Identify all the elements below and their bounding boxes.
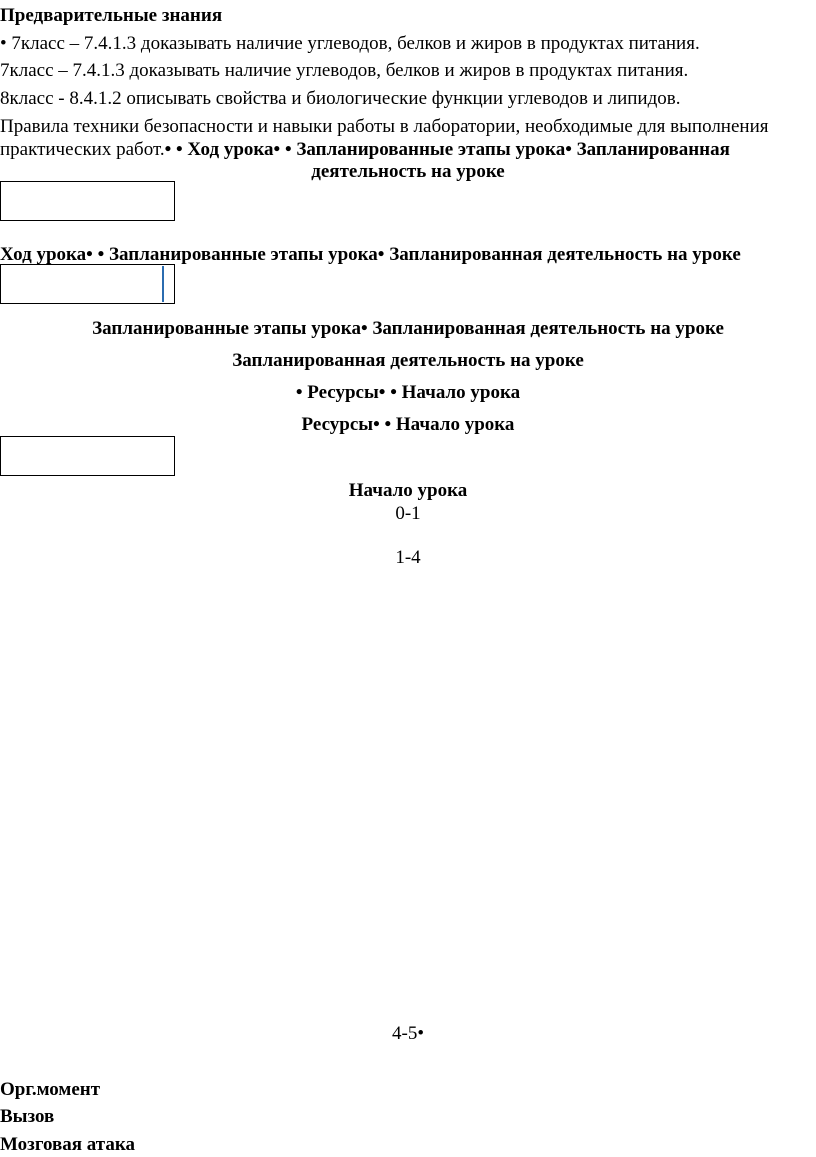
stage-brainstorm: Мозговая атака xyxy=(0,1134,136,1155)
empty-box-2 xyxy=(0,264,175,304)
text-line-2: 7класс – 7.4.1.3 доказывать наличие углеводов, белков и жиров в продуктах питания. xyxy=(0,60,689,81)
text-line-7: Ход урока• • Запланированные этапы урока• Запланированная деятельность на уроке xyxy=(0,244,741,265)
text-line-5-bold: • • Ход урока• • Запланированные этапы урока• Запланированная xyxy=(164,139,730,160)
text-line-5 xyxy=(0,139,730,161)
empty-box-3 xyxy=(0,436,175,476)
text-line-1: • 7класс – 7.4.1.3 доказывать наличие углеводов, белков и жиров в продуктах питания. xyxy=(0,33,700,54)
text-line-3: 8класс - 8.4.1.2 описывать свойства и биологические функции углеводов и липидов. xyxy=(0,88,681,109)
time-range-3: 4-5• xyxy=(392,1023,424,1044)
text-line-5-plain: практических работ. xyxy=(0,139,165,160)
text-line-11: Ресурсы• • Начало урока xyxy=(301,414,515,435)
stage-org-moment: Орг.момент xyxy=(0,1079,101,1100)
text-line-9: Запланированная деятельность на уроке xyxy=(232,350,584,371)
lesson-start-label: Начало урока xyxy=(348,480,468,501)
text-cursor xyxy=(162,266,164,302)
time-range-2: 1-4 xyxy=(395,547,421,568)
prior-knowledge-heading: Предварительные знания xyxy=(0,5,223,26)
text-line-8: Запланированные этапы урока• Запланированная деятельность на уроке xyxy=(92,318,724,339)
text-line-6: деятельность на уроке xyxy=(311,161,505,182)
stage-challenge: Вызов xyxy=(0,1106,55,1127)
time-range-1: 0-1 xyxy=(395,503,421,524)
empty-box-1 xyxy=(0,181,175,221)
text-line-10: • Ресурсы• • Начало урока xyxy=(295,382,521,403)
text-line-4: Правила техники безопасности и навыки работы в лаборатории, необходимые для выполнения xyxy=(0,116,769,137)
